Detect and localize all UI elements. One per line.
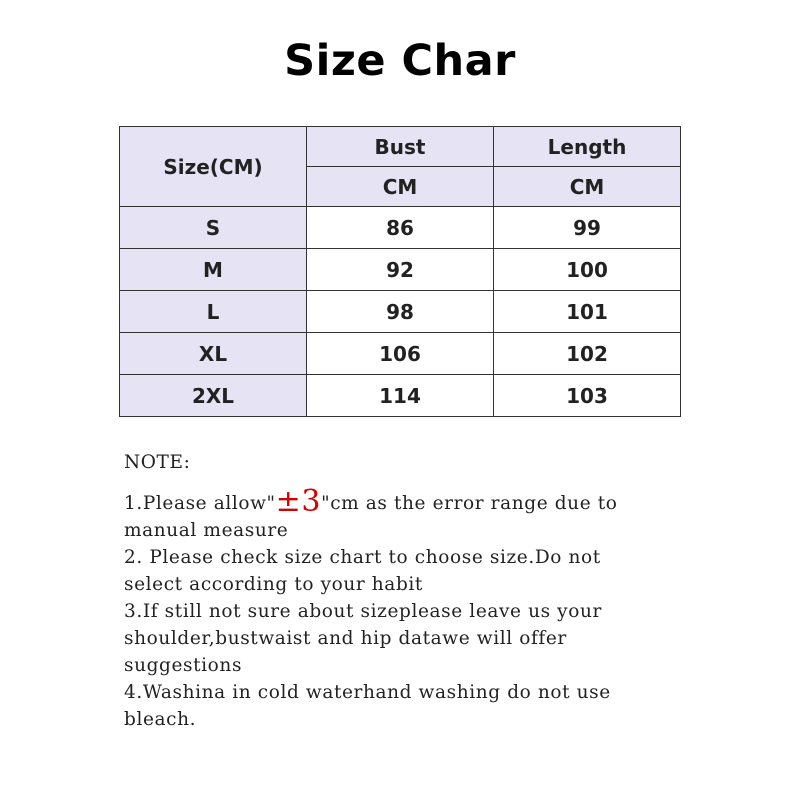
table-row bbox=[120, 291, 681, 333]
size-cell: M bbox=[120, 249, 307, 291]
bust-cell: 86 bbox=[307, 207, 494, 249]
note-2-line-1: 2. Please check size chart to choose size.Do not bbox=[124, 547, 601, 568]
size-cell: 2XL bbox=[120, 375, 307, 417]
note-3-line-3: suggestions bbox=[124, 655, 243, 676]
bust-unit-header: CM bbox=[307, 167, 494, 207]
note-1-prefix: 1.Please allow" bbox=[124, 493, 276, 514]
error-range-highlight: ±3 bbox=[275, 484, 322, 519]
table-row bbox=[120, 333, 681, 375]
length-cell: 102 bbox=[494, 333, 681, 375]
length-cell: 100 bbox=[494, 249, 681, 291]
table-row bbox=[120, 249, 681, 291]
size-cell: S bbox=[120, 207, 307, 249]
bust-cell: 92 bbox=[307, 249, 494, 291]
note-1-line-2: manual measure bbox=[124, 520, 289, 541]
note-4-line-2: bleach. bbox=[124, 709, 197, 730]
bust-column-header: Bust bbox=[307, 127, 494, 167]
length-cell: 101 bbox=[494, 291, 681, 333]
length-cell: 103 bbox=[494, 375, 681, 417]
notes-section bbox=[124, 449, 744, 733]
length-column-header: Length bbox=[494, 127, 681, 167]
note-1 bbox=[124, 484, 744, 519]
note-3-line-1: 3.If still not sure about sizeplease leave us your bbox=[124, 601, 602, 622]
note-3-line-2: shoulder,bustwaist and hip datawe will offer bbox=[124, 628, 567, 649]
note-1-suffix: "cm as the error range due to bbox=[321, 493, 618, 514]
length-cell: 99 bbox=[494, 207, 681, 249]
table-row bbox=[120, 375, 681, 417]
note-4-line-1: 4.Washina in cold waterhand washing do not use bbox=[124, 682, 611, 703]
page-title: Size Char bbox=[284, 36, 516, 86]
bust-cell: 106 bbox=[307, 333, 494, 375]
bust-cell: 98 bbox=[307, 291, 494, 333]
length-unit-header: CM bbox=[494, 167, 681, 207]
size-cell: XL bbox=[120, 333, 307, 375]
table-row bbox=[120, 207, 681, 249]
bust-cell: 114 bbox=[307, 375, 494, 417]
size-chart-table bbox=[119, 126, 681, 417]
size-column-header: Size(CM) bbox=[120, 127, 307, 207]
notes-label: NOTE: bbox=[124, 452, 191, 473]
note-2-line-2: select according to your habit bbox=[124, 574, 423, 595]
size-cell: L bbox=[120, 291, 307, 333]
